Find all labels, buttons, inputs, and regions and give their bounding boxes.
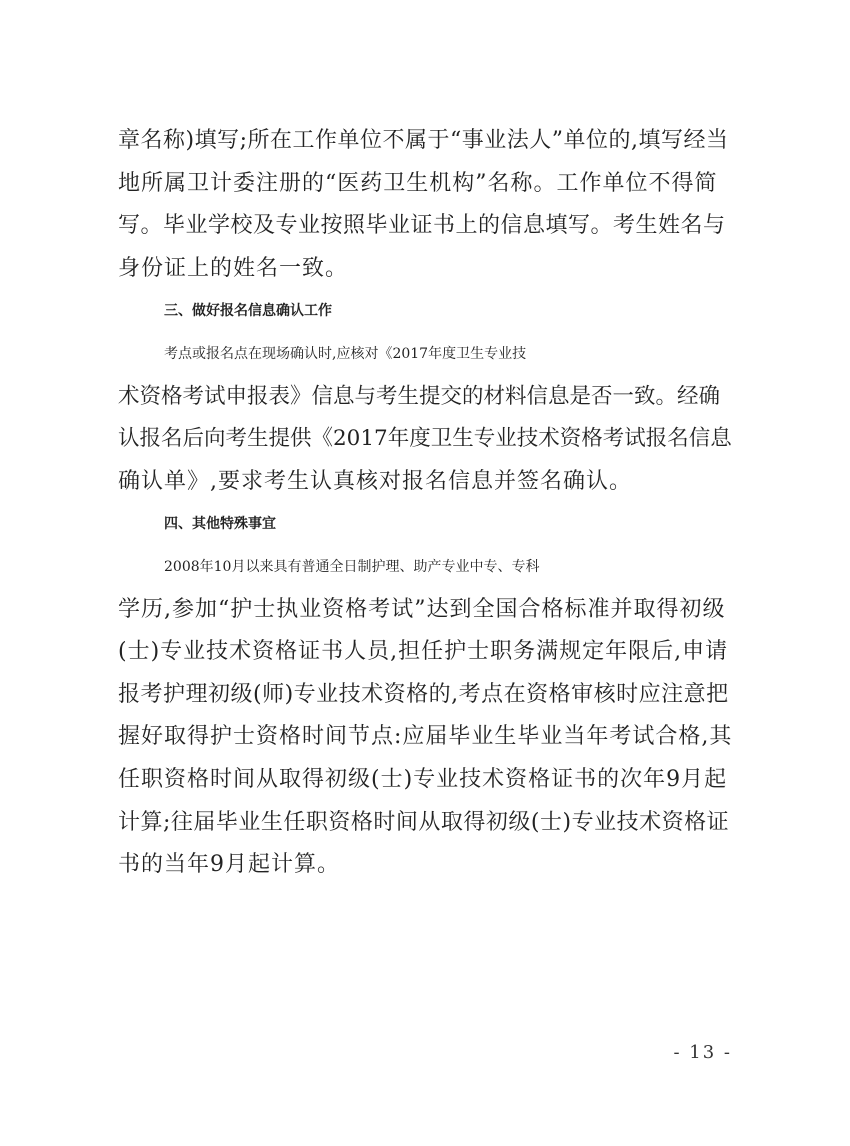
paragraph-line: 书的当年9月起计算。: [118, 852, 340, 878]
paragraph-line: 章名称)填写;所在工作单位不属于“事业法人”单位的,填写经当: [118, 128, 729, 153]
paragraph-line: 考点或报名点在现场确认时,应核对《2017年度卫生专业技: [164, 345, 527, 362]
paragraph-line: 写。毕业学校及专业按照毕业证书上的信息填写。考生姓名与: [118, 213, 726, 239]
paragraph-line: 学历,参加“护士执业资格考试”达到全国合格标准并取得初级: [118, 596, 726, 622]
paragraph-line: 地所属卫计委注册的“医药卫生机构”名称。工作单位不得简: [118, 170, 718, 196]
paragraph-line: 身份证上的姓名一致。: [118, 255, 349, 281]
paragraph-line: 计算;往届毕业生任职资格时间从取得初级(士)专业技术资格证: [118, 809, 730, 835]
paragraph-line: 确认单》,要求考生认真核对报名信息并签名确认。: [118, 468, 632, 494]
paragraph-line: 术资格考试申报表》信息与考生提交的材料信息是否一致。经确: [118, 383, 721, 409]
paragraph-line: 认报名后向考生提供《2017年度卫生专业技术资格考试报名信息: [118, 426, 732, 452]
section-heading-3: 三、做好报名信息确认工作: [164, 303, 332, 320]
paragraph-line: 2008年10月以来具有普通全日制护理、助产专业中专、专科: [164, 558, 540, 575]
paragraph-line: 报考护理初级(师)专业技术资格的,考点在资格审核时应注意把: [118, 681, 729, 707]
paragraph-line: (士)专业技术资格证书人员,担任护士职务满规定年限后,申请: [118, 639, 729, 665]
paragraph-line: 握好取得护士资格时间节点:应届毕业生毕业当年考试合格,其: [118, 724, 733, 750]
section-heading-4: 四、其他特殊事宜: [164, 516, 276, 533]
body-text: [118, 120, 732, 887]
page-number: - 13 -: [673, 1042, 732, 1063]
paragraph-line: 任职资格时间从取得初级(士)专业技术资格证书的次年9月起: [118, 766, 728, 792]
